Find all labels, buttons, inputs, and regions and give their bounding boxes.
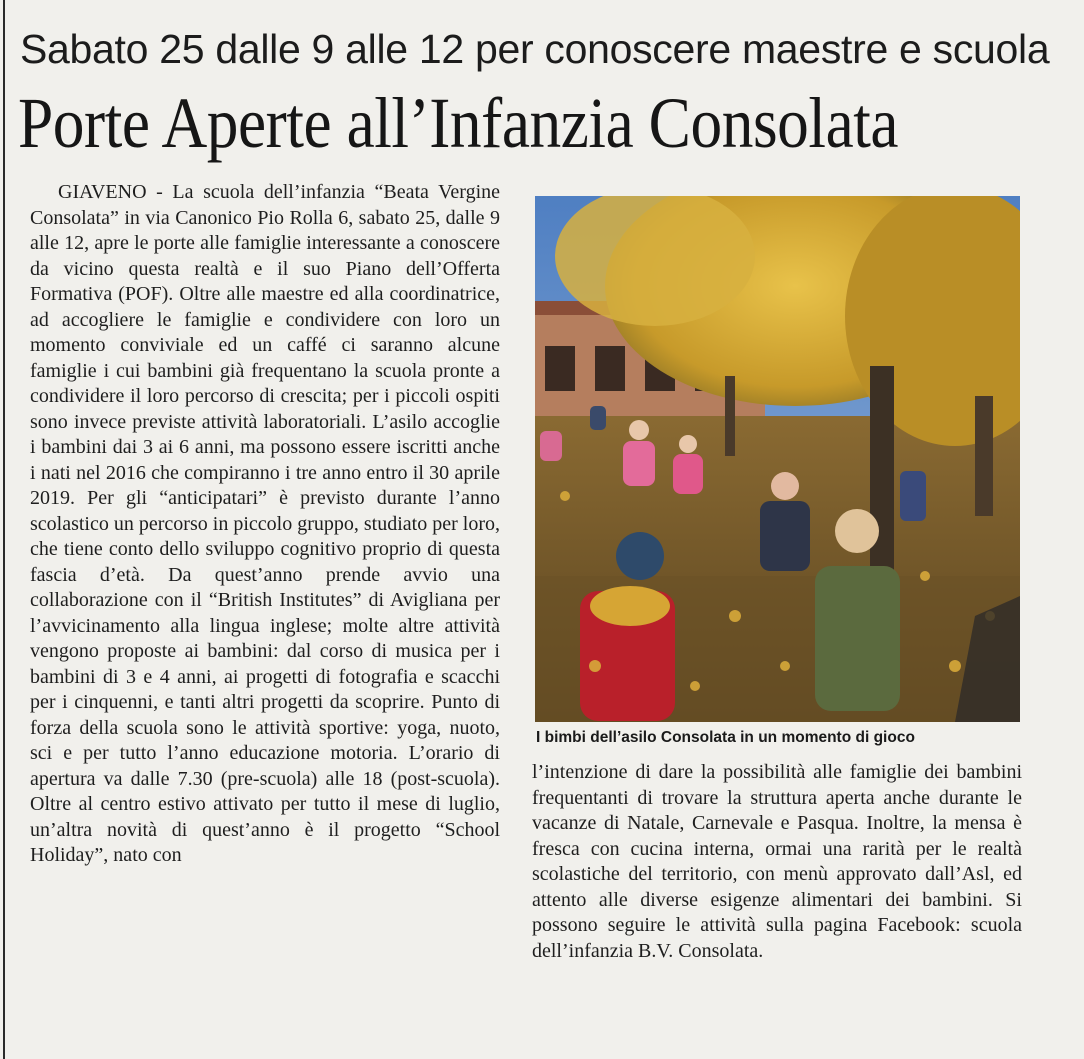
article-headline: Porte Aperte all’Infanzia Consolata	[18, 83, 899, 163]
column-rule	[3, 0, 5, 1059]
article-paragraph: GIAVENO - La scuola dell’infanzia “Beata Vergine Consolata” in via Canonico Pio Rolla 6, sabato 25, dalle 9 alle 12, apre le porte alle famiglie interessante a conoscere da vicino questa realtà e il suo Piano dell’Offerta Formativa (POF). Oltre alle maestre ed alla coordinatrice, ad accogliere le famiglie e condividere con loro un momento conviviale ed un caffé ci saranno alcune famiglie i cui bambini già frequentano la scuola pronte a condividere il loro percorso di crescita; per i piccoli ospiti sono invece previste attività laboratoriali. L’asilo accoglie i bambini dai 3 ai 6 anni, ma possono essere iscritti anche i nati nel 2016 che compiranno i tre anno entro il 30 aprile 2019. Per gli “anticipatari” è previsto durante l’anno scolastico un percorso in piccolo gruppo, studiato per loro, che tiene conto dello sviluppo cognitivo proprio di questa fascia d’età. Da quest’anno prende avvio una collaborazione con il “British Institutes” di Avigliana per l’avvicinamento alla lingua inglese; molte altre attività vengono proposte ai bambini: dal corso di musica per i bambini di 3 e 4 anni, ai progetti di fotografia e scacchi per i cinquenni, e tanti altri progetti da scoprire. Punto di forza della scuola sono le attività sportive: yoga, nuoto, sci e per tutto l’anno educazione motoria. L’orario di apertura va dalle 7.30 (pre-scuola) alle 18 (post-scuola). Oltre al centro estivo attivato per tutto il mese di luglio, un’altra novità di quest’anno è il progetto “School Holiday”, nato con	[30, 181, 500, 866]
photo-caption: I bimbi dell’asilo Consolata in un momento di gioco	[536, 729, 915, 746]
article-kicker: Sabato 25 dalle 9 alle 12 per conoscere maestre e scuola	[20, 26, 1050, 72]
children-in-autumn-leaves-photo	[535, 196, 1020, 722]
article-photo	[535, 196, 1020, 722]
article-paragraph: l’intenzione di dare la possibilità alle famiglie dei bambini frequentanti di trovare la struttura aperta anche durante le vacanze di Natale, Carnevale e Pasqua. Inoltre, la mensa è fresca con cucina interna, ormai una rarità per le realtà scolastiche del territorio, con menù approvato dall’Asl, ed attento alle diverse esigenze alimentari dei bambini. Si possono seguire le attività sulla pagina Facebook: scuola dell’infanzia B.V. Consolata.	[532, 761, 1022, 962]
article-body-right-column	[532, 760, 1022, 964]
article-body-left-column	[30, 180, 500, 869]
